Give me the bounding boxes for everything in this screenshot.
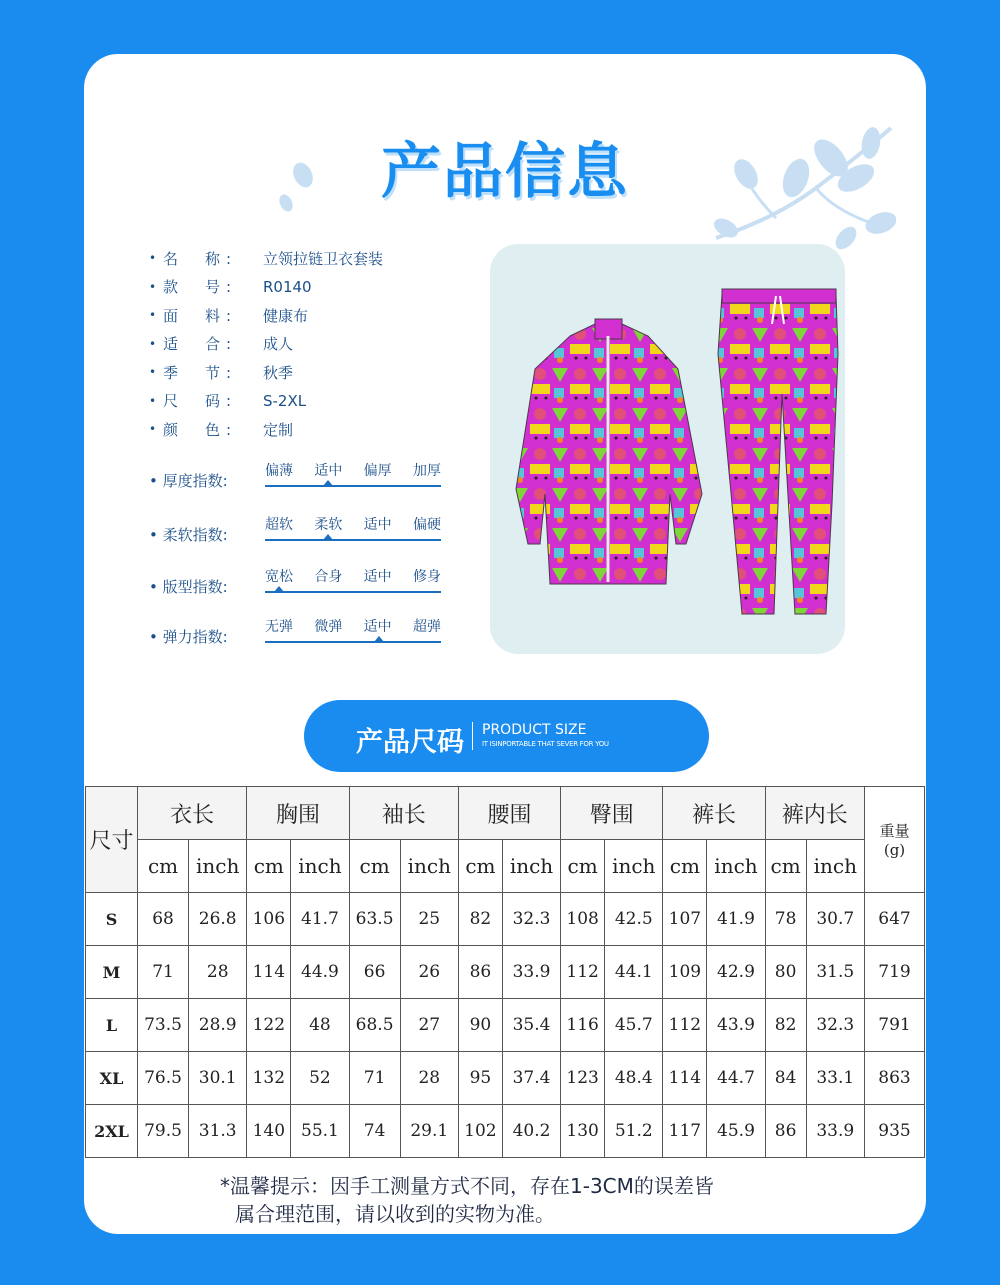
value-cell: 29.1: [400, 1105, 458, 1158]
weight-header: 重量 (g): [865, 787, 925, 893]
weight-cell: 719: [865, 946, 925, 999]
table-row: [86, 893, 925, 946]
index-marker-icon: [323, 534, 333, 540]
thickness-index: • 厚度指数: 偏薄 适中 偏厚 加厚: [149, 463, 441, 490]
info-row-size: • 尺 码: S-2XL: [149, 391, 307, 411]
info-row-style-no: • 款 号: R0140: [149, 277, 312, 297]
value-cell: 48: [291, 999, 349, 1052]
info-row-season: • 季 节: 秋季: [149, 363, 294, 382]
value-cell: 86: [765, 1105, 806, 1158]
value-cell: 71: [138, 946, 189, 999]
value-cell: 76.5: [138, 1052, 189, 1105]
value-cell: 108: [561, 893, 605, 946]
value-cell: 117: [663, 1105, 707, 1158]
size-cell: 2XL: [86, 1105, 138, 1158]
value-cell: 82: [458, 893, 502, 946]
value-cell: 30.1: [189, 1052, 247, 1105]
value-cell: 107: [663, 893, 707, 946]
value-cell: 32.3: [502, 893, 560, 946]
info-row-name: • 名 称: 立领拉链卫衣套装: [149, 249, 384, 268]
elasticity-index: • 弹力指数: 无弹 微弹 适中 超弹: [149, 619, 441, 646]
value-cell: 95: [458, 1052, 502, 1105]
value-cell: 28: [400, 1052, 458, 1105]
value-cell: 25: [400, 893, 458, 946]
value-cell: 48.4: [605, 1052, 663, 1105]
value-cell: 123: [561, 1052, 605, 1105]
index-marker-icon: [374, 636, 384, 642]
value-cell: 45.9: [707, 1105, 765, 1158]
weight-cell: 791: [865, 999, 925, 1052]
value-cell: 71: [349, 1052, 400, 1105]
size-rows: [86, 893, 925, 1158]
value-cell: 44.1: [605, 946, 663, 999]
value-cell: 42.5: [605, 893, 663, 946]
size-cell: L: [86, 999, 138, 1052]
value-cell: 112: [561, 946, 605, 999]
fit-index: • 版型指数: 宽松 合身 适中 修身: [149, 569, 441, 596]
value-cell: 44.7: [707, 1052, 765, 1105]
value-cell: 109: [663, 946, 707, 999]
tracksuit-image: [490, 244, 845, 654]
value-cell: 79.5: [138, 1105, 189, 1158]
value-cell: 26.8: [189, 893, 247, 946]
page-title: 产品信息: [381, 137, 629, 207]
product-info-list: [149, 244, 529, 444]
value-cell: 42.9: [707, 946, 765, 999]
value-cell: 102: [458, 1105, 502, 1158]
value-cell: 33.9: [806, 1105, 864, 1158]
index-marker-icon: [274, 586, 284, 592]
size-banner: 产品尺码 PRODUCT SIZE IT ISINPORTABLE THAT SEVER FOR YOU: [304, 700, 709, 772]
value-cell: 130: [561, 1105, 605, 1158]
value-cell: 40.2: [502, 1105, 560, 1158]
value-cell: 84: [765, 1052, 806, 1105]
value-cell: 80: [765, 946, 806, 999]
value-cell: 30.7: [806, 893, 864, 946]
value-cell: 68: [138, 893, 189, 946]
value-cell: 78: [765, 893, 806, 946]
size-table: [85, 786, 925, 1158]
value-cell: 28: [189, 946, 247, 999]
value-cell: 68.5: [349, 999, 400, 1052]
value-cell: 82: [765, 999, 806, 1052]
size-cell: S: [86, 893, 138, 946]
value-cell: 74: [349, 1105, 400, 1158]
value-cell: 43.9: [707, 999, 765, 1052]
value-cell: 45.7: [605, 999, 663, 1052]
value-cell: 35.4: [502, 999, 560, 1052]
value-cell: 55.1: [291, 1105, 349, 1158]
value-cell: 90: [458, 999, 502, 1052]
value-cell: 63.5: [349, 893, 400, 946]
softness-index: • 柔软指数: 超软 柔软 适中 偏硬: [149, 517, 441, 544]
table-row: [86, 1105, 925, 1158]
value-cell: 66: [349, 946, 400, 999]
table-header-row: 尺寸 衣长 胸围 袖长 腰围 臀围 裤长 裤内长 重量 (g): [86, 787, 925, 840]
banner-divider: [472, 722, 473, 750]
table-row: [86, 1052, 925, 1105]
value-cell: 41.9: [707, 893, 765, 946]
value-cell: 140: [247, 1105, 291, 1158]
value-cell: 33.9: [502, 946, 560, 999]
value-cell: 51.2: [605, 1105, 663, 1158]
value-cell: 52: [291, 1052, 349, 1105]
weight-cell: 935: [865, 1105, 925, 1158]
table-unit-row: cm inch cm inch cm inch cm inch cm inch cm inch cm inch: [86, 840, 925, 893]
measurement-note: *温馨提示：因手工测量方式不同，存在1-3CM的误差皆 属合理范围，请以收到的实物为准。: [220, 1174, 714, 1226]
index-marker-icon: [323, 480, 333, 486]
value-cell: 114: [663, 1052, 707, 1105]
value-cell: 33.1: [806, 1052, 864, 1105]
value-cell: 73.5: [138, 999, 189, 1052]
value-cell: 37.4: [502, 1052, 560, 1105]
value-cell: 27: [400, 999, 458, 1052]
value-cell: 32.3: [806, 999, 864, 1052]
info-row-color: • 颜 色: 定制: [149, 420, 294, 439]
value-cell: 112: [663, 999, 707, 1052]
info-row-suitable: • 适 合: 成人: [149, 335, 294, 354]
product-info-card: [84, 54, 926, 1234]
table-row: [86, 946, 925, 999]
value-cell: 26: [400, 946, 458, 999]
index-scale-line: [265, 591, 441, 593]
weight-cell: 863: [865, 1052, 925, 1105]
value-cell: 31.3: [189, 1105, 247, 1158]
value-cell: 114: [247, 946, 291, 999]
value-cell: 31.5: [806, 946, 864, 999]
product-photo: [490, 244, 845, 654]
weight-cell: 647: [865, 893, 925, 946]
table-row: [86, 999, 925, 1052]
value-cell: 28.9: [189, 999, 247, 1052]
size-cell: M: [86, 946, 138, 999]
value-cell: 122: [247, 999, 291, 1052]
value-cell: 41.7: [291, 893, 349, 946]
value-cell: 86: [458, 946, 502, 999]
value-cell: 132: [247, 1052, 291, 1105]
value-cell: 116: [561, 999, 605, 1052]
index-scale-line: [265, 485, 441, 487]
info-row-fabric: • 面 料: 健康布: [149, 306, 309, 325]
index-scale-line: [265, 539, 441, 541]
index-scale-line: [265, 641, 441, 643]
value-cell: 44.9: [291, 946, 349, 999]
size-cell: XL: [86, 1052, 138, 1105]
value-cell: 106: [247, 893, 291, 946]
